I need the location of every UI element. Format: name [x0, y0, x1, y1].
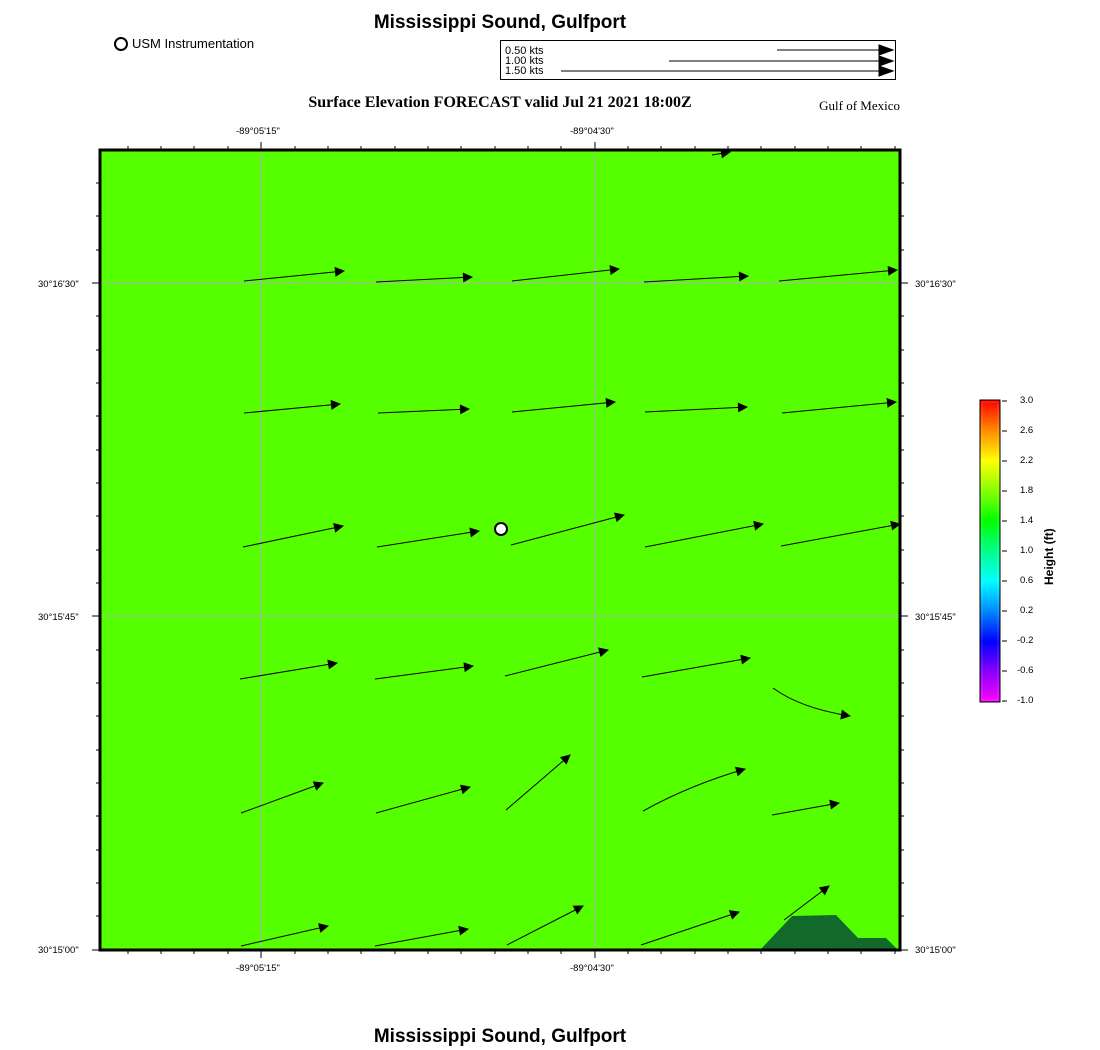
water-area: [100, 150, 900, 950]
usm-station-marker[interactable]: [495, 523, 507, 535]
colorbar-tick-26: 2.6: [1020, 425, 1034, 436]
colorbar-tick-06: 0.6: [1020, 575, 1034, 586]
lat-tick-label-left-2: 30°15'45": [38, 612, 79, 623]
scale-label-150: 1.50 kts: [505, 65, 544, 77]
colorbar-tick-22: 2.2: [1020, 455, 1034, 466]
colorbar-tick-30: 3.0: [1020, 395, 1034, 406]
lon-tick-label-bottom-2: -89°04'30": [570, 963, 614, 974]
region-label: Gulf of Mexico: [819, 98, 900, 113]
lat-tick-label-right-1: 30°16'30": [915, 279, 956, 290]
scale-label-050: 0.50 kts: [505, 45, 544, 57]
colorbar-tick-18: 1.8: [1020, 485, 1034, 496]
colorbar-tick-10: 1.0: [1020, 545, 1034, 556]
colorbar-tick-14: 1.4: [1020, 515, 1034, 526]
colorbar-tick-02: 0.2: [1020, 605, 1034, 616]
map-subtitle: Surface Elevation FORECAST valid Jul 21 2021 18:00Z: [308, 94, 692, 111]
colorbar-title: Height (ft): [1042, 528, 1056, 585]
colorbar-tick-m02: -0.2: [1017, 635, 1034, 646]
colorbar-tick-m06: -0.6: [1017, 665, 1034, 676]
instrumentation-legend-label: USM Instrumentation: [132, 36, 255, 51]
colorbar-ticks: [1000, 398, 1010, 704]
lat-tick-label-left-1: 30°16'30": [38, 279, 79, 290]
lon-tick-label-top-1: -89°05'15": [236, 126, 280, 137]
colorbar: [978, 398, 1002, 704]
lat-tick-label-right-3: 30°15'00": [915, 945, 956, 956]
scale-label-100: 1.00 kts: [505, 55, 544, 67]
footer-title: Mississippi Sound, Gulfport: [373, 1026, 627, 1047]
lat-tick-label-right-2: 30°15'45": [915, 612, 956, 623]
lon-tick-label-top-2: -89°04'30": [570, 126, 614, 137]
map-title: Mississippi Sound, Gulfport: [373, 12, 627, 33]
lat-tick-label-left-3: 30°15'00": [38, 945, 79, 956]
colorbar-tick-m10: -1.0: [1017, 695, 1034, 706]
lon-tick-label-bottom-1: -89°05'15": [236, 963, 280, 974]
